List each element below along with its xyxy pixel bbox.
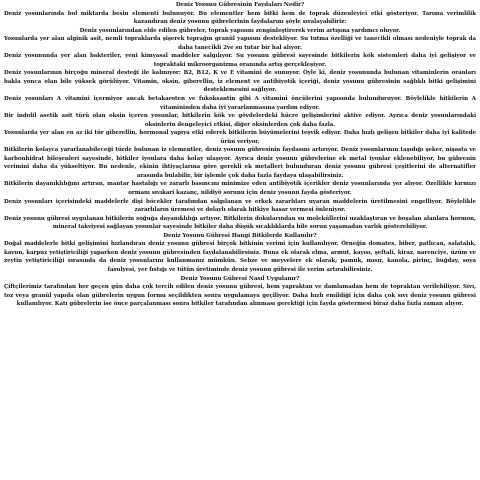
paragraph-auxin: Bir indolil asetik asit türü olan oksin içeren yosunlar, bitkilerin kök ve gövdelerdeki hücre gelişimlerini aktive ediyor. Ayrıca deniz yosunlarındaki oksinlerin dengeleyici etkisi, diğer oksinlerden çok daha fazla. bbox=[4, 113, 476, 128]
paragraph-trace-elements: Bitkilerin kolayca yararlanabileceği türde bulunan iz elementler, deniz yosunu gübresinin faydasını artırıyor. Deniz yosunlarının taşıdığı şeker, nişasta ve karbonhidrat bileşenleri sayesinde, bitkiler iyonlara daha kolay ulaşıyor. Ayrıca deniz yosunu gübrelerine ek metal iyonlar eklenebiliyor, bu gübrenin verimini daha da yükseltiyor. Bu nedenle, ekinin ihtiyaçlarına göre gerekli ek metalleri bulunduran deniz yosunu gübresi çeşitlerini de alternatifler arasında bulabilir, bir işlemle çok daha fazla faydaya ulaşabilirsiniz. bbox=[4, 147, 476, 179]
paragraph-bacteria: Deniz yosununda yer alan bakteriler, yeni kimyasal maddeler salgılıyor. Su yosunu gübresi sayesinde bitkilerin kök sistemleri daha iyi gelişiyor ve topraktaki mikroorganizma oranında artış gerçekleşiyor. bbox=[4, 53, 476, 68]
paragraph-vitamins: Deniz yosunlarının birçoğu mineral desteği ile kalınıyor: B2, B12, K ve E vitamini de sunuyor. Öyle ki, deniz yosununda bulunan vitaminlerin oranları bakla yonca olan bile yüksek görülüyor. Vitamin, oksin, giberellin, iz element ve antibiyotik içeriği, deniz yosunu gübresinin sağlıklı bitki gelişimini desteklemesini sağlıyor. bbox=[4, 70, 476, 94]
paragraph-cold-resistance: Deniz yosunu gübresi uygulanan bitkilerin soğuğa dayanıklılığı artıyor. Bitkilerin dokularından su moleküllerini uzaklaştıran ve boşalan alanlara hormon, mineral takviyesi sağlayan yosunlar sayesinde bitkiler daha düşük sıcaklıklarda bile sorun yaşamadan varlık gösterebiliyor. bbox=[4, 215, 476, 231]
paragraph-soil-structure: Deniz yosunlarından elde edilen gübreler, toprak yapısını zenginleştirerek verim artışına yardımcı oluyor. bbox=[79, 27, 401, 34]
paragraph-application: Çiftçilerimiz tarafından her geçen gün daha çok tercih edilen deniz yosunu gübresi, hem yapraktan ve damlamadan hem de topraktan verilebiliyor. Sıvı, toz veya granül yapıda olan gübrelerin uygun formu seçildikten sonra uygulamaya geçiliyor. Daha hızlı emildiği için daha çok sıvı deniz yosunu gübresi kullanılıyor. Katı gübrelerin ise önce parçalanması sonra bitkiler tarafından alınması gerektiği için fayda göstermesi biraz daha fazla zaman alıyor. bbox=[4, 284, 476, 308]
paragraph-antibiotics: Bitkilerin dayanıklılığını artıran, mantar hastalığı ve zararlı basıncını minimize eden antibiyotik içerikler deniz yosunlarında yer alıyor. Özellikle kırmızı ormanı sıvıkari kazanç, nildiyö sorunu için deniz yosunu fayda gösteriyor. bbox=[4, 181, 476, 197]
paragraph-intro: Deniz yosunlarında bol miktarda besin elementi bulunuyor. Bu elementler hem bitki hem de toprak düzenleyici etki gösteriyor. Tarıma verimlilik kazandıran deniz yosunu gübrelerinin faydalarını şöyle sıralayabiliriz: bbox=[4, 10, 476, 26]
heading-which-plants: Deniz Yosunu Gübresi Hangi Bitkilerde Kullanılır? bbox=[163, 232, 317, 239]
paragraph-gibberellin: Yosunlarda yer alan en az iki tür giberellin, hormonal yapıya etki ederek bitkilerin büyümelerini teşvik ediyor. Daha hızlı gelişen bitkiler daha iyi kalitede ürün veriyor. bbox=[4, 130, 476, 145]
paragraph-alginic-acid: Yosunlarda yer alan alginik asit, nemli topraklarda şişerek toprağın granül yapısını destekliyor. Su tutma özelliği ve tanecikli olması nedeniyle toprak da daha tanecikli 2ve su tutar bir hal alıyor. bbox=[4, 36, 476, 51]
paragraph-plants: Doğal maddelerle bitki gelişimini hızlandıran deniz yosunu gübresi birçok bitkinin verimi için kullanılıyor. Örneğin domates, biber, patlıcan, salatalık, kavun, karpuz yetiştiriciliği yaparken deniz yosunu gübresinden faydalanabilirsiniz. Buna ek olarak elma, armut, kayısı, şeftali, kiraz, narenciye, üzüm ve zeytin yetiştiriciliği sırasında da deniz yosunlarını kullanmanız mümkün. Sebze ve meyvelere ek olarak; pamuk, mısır, kanola, pirinç, buğday, soya fasulyesi, yer fıstığı ve tütün üretiminde deniz yosunu gübresi ile verim artırabilirsiniz. bbox=[4, 241, 476, 273]
heading-benefits: Deniz Yosunu Gübresinin Faydaları Nedir? bbox=[175, 2, 305, 8]
heading-application: Deniz Yosunu Gübresi Nasıl Uygulanır? bbox=[180, 275, 300, 282]
paragraph-pests: Deniz yosunları içerisindeki maddelerle dişi böcekler tarafından salgılanan ve erkek zararlıları uyaran maddelerin üretilmesini engelliyor. Böylelikle zararlıların üremesi ve dolaylı olarak bitkiye hasar vermesi önleniyor. bbox=[4, 198, 476, 214]
paragraph-vitamin-a: Deniz yosunları A vitamini içermiyor ancak betakaroten ve fukoksantin gibi A vitamini öncülerini yapısında bulunduruyor. Böylelikle bitkilerin A vitamininden daha iyi yararlanmasına yardım ediyor. bbox=[4, 96, 476, 111]
